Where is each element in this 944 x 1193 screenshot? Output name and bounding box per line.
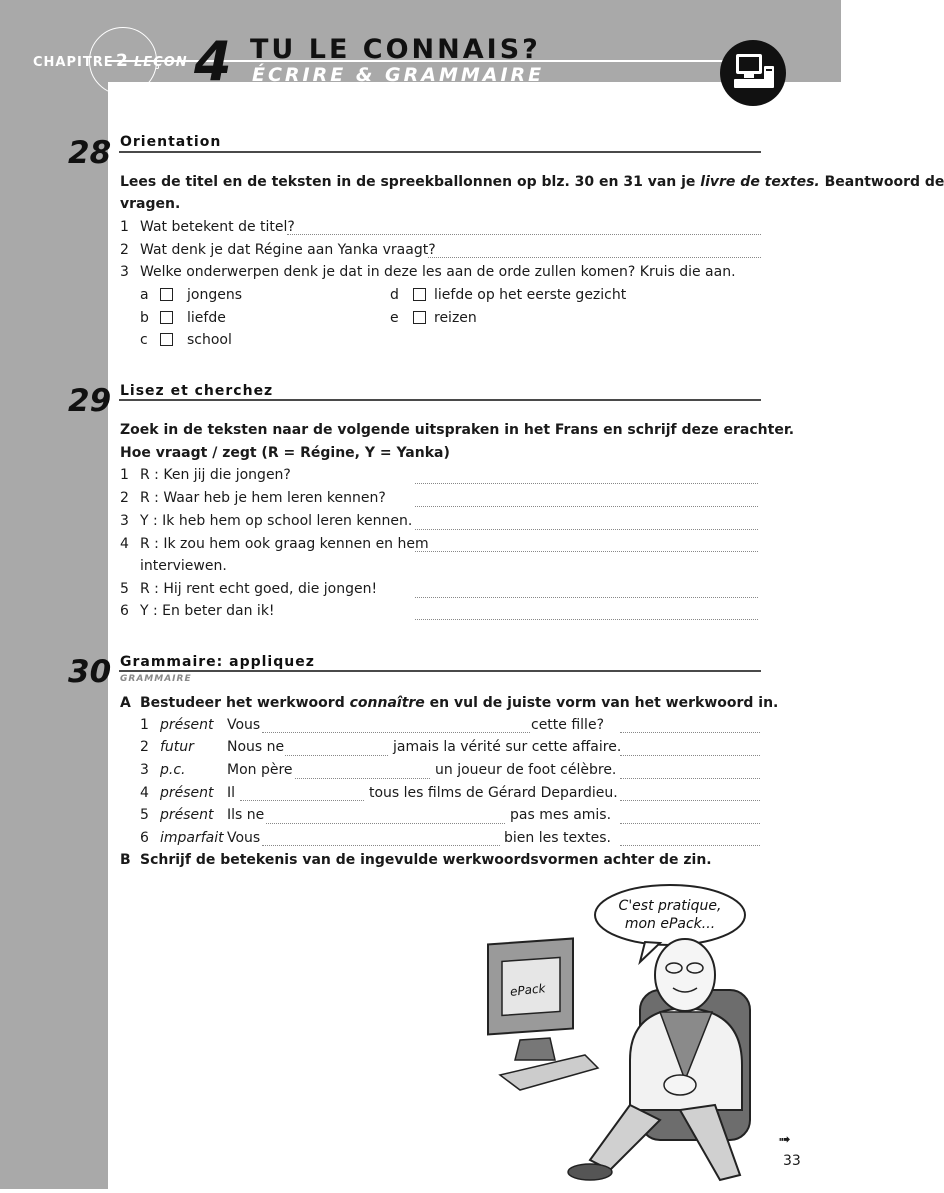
checkbox[interactable]	[160, 333, 173, 346]
meaning-line[interactable]	[620, 778, 760, 779]
chapitre-label: CHAPITRE	[33, 55, 114, 70]
chapitre-number: 2	[116, 51, 129, 71]
option-letter: a	[140, 287, 149, 303]
option-letter: c	[140, 332, 148, 348]
option-letter: d	[390, 287, 399, 303]
fill-in-blank[interactable]	[266, 823, 505, 824]
meaning-line[interactable]	[620, 845, 760, 846]
sentence-start: Vous	[227, 830, 261, 846]
option-letter: e	[390, 310, 399, 326]
option-label: school	[187, 332, 232, 348]
row-number: 2	[140, 739, 149, 755]
checkbox[interactable]	[160, 311, 173, 324]
fill-in-blank[interactable]	[295, 778, 430, 779]
checkbox[interactable]	[160, 288, 173, 301]
item-text-continued: interviewen.	[140, 558, 227, 574]
row-number: 5	[140, 807, 149, 823]
question-number: 1	[120, 219, 129, 235]
exercise-28-number: 28	[68, 135, 112, 171]
item-text: R : Ik zou hem ook graag kennen en hem	[140, 536, 429, 552]
checkbox[interactable]	[413, 288, 426, 301]
meaning-line[interactable]	[620, 800, 760, 801]
exercise-29-instruction: Zoek in de teksten naar de volgende uitspraken in het Frans en schrijf deze erachter.	[120, 422, 795, 438]
item-text: R : Hij rent echt goed, die jongen!	[140, 581, 378, 597]
answer-line[interactable]	[415, 529, 758, 530]
answer-line[interactable]	[287, 234, 761, 235]
meaning-line[interactable]	[620, 755, 760, 756]
instruction-text-end: Beantwoord de	[824, 174, 944, 190]
left-sidebar-band	[0, 0, 108, 1189]
question-number: 3	[120, 264, 129, 280]
page-number: 33	[783, 1153, 801, 1169]
speech-line-1: C'est pratique,	[618, 898, 722, 914]
answer-line[interactable]	[415, 619, 758, 620]
instruction-text: Bestudeer het werkwoord	[140, 695, 345, 711]
exercise-30-title: Grammaire: appliquez	[120, 654, 315, 670]
exercise-29-rule	[119, 399, 761, 401]
computer-icon	[720, 40, 786, 106]
exercise-29-number: 29	[68, 383, 112, 419]
item-text: R : Waar heb je hem leren kennen?	[140, 490, 386, 506]
item-text: R : Ken jij die jongen?	[140, 467, 291, 483]
row-number: 3	[140, 762, 149, 778]
instruction-text: Lees de titel en de teksten in de spreekballonnen op blz. 30 en 31 van je	[120, 174, 696, 190]
sentence-start: Mon père	[227, 762, 293, 778]
cartoon-illustration	[480, 880, 780, 1189]
answer-line[interactable]	[415, 506, 758, 507]
item-number: 1	[120, 467, 129, 483]
monitor-screen-text: ePack	[509, 981, 547, 999]
speech-line-2: mon ePack...	[624, 916, 716, 932]
sentence-start: Nous ne	[227, 739, 285, 755]
question-text: Wat denk je dat Régine aan Yanka vraagt?	[140, 242, 436, 258]
tense-label: futur	[160, 739, 194, 755]
answer-line[interactable]	[415, 597, 758, 598]
sentence-start: Il	[227, 785, 236, 801]
answer-line[interactable]	[415, 483, 758, 484]
row-number: 1	[140, 717, 149, 733]
fill-in-blank[interactable]	[240, 800, 364, 801]
sentence-end: tous les films de Gérard Depardieu.	[369, 785, 618, 801]
part-a-instruction	[140, 694, 778, 712]
exercise-28-rule	[119, 151, 761, 153]
lecon-number: 4	[194, 30, 232, 93]
option-letter: b	[140, 310, 149, 326]
part-a-letter: A	[120, 695, 131, 711]
checkbox[interactable]	[413, 311, 426, 324]
meaning-line[interactable]	[620, 823, 760, 824]
item-text: Y : En beter dan ik!	[140, 603, 275, 619]
tense-label: présent	[160, 807, 214, 823]
option-label: liefde	[187, 310, 226, 326]
row-number: 6	[140, 830, 149, 846]
next-page-arrow-icon: ➟	[778, 1130, 791, 1148]
answer-line[interactable]	[415, 551, 758, 552]
sentence-end: bien les textes.	[504, 830, 611, 846]
item-number: 2	[120, 490, 129, 506]
fill-in-blank[interactable]	[262, 845, 500, 846]
tense-label: imparfait	[160, 830, 224, 846]
fill-in-blank[interactable]	[262, 732, 530, 733]
item-number: 6	[120, 603, 129, 619]
sentence-end: cette fille?	[531, 717, 604, 733]
answer-line[interactable]	[428, 257, 761, 258]
item-number: 3	[120, 513, 129, 529]
question-text: Welke onderwerpen denk je dat in deze les aan de orde zullen komen? Kruis die aan.	[140, 264, 736, 280]
exercise-30-number: 30	[68, 654, 112, 690]
instruction-text-end: en vul de juiste vorm van het werkwoord in.	[429, 695, 779, 711]
tense-label: p.c.	[160, 762, 186, 778]
option-label: liefde op het eerste gezicht	[434, 287, 627, 303]
question-number: 2	[120, 242, 129, 258]
page-title: TU LE CONNAIS?	[250, 34, 541, 65]
tense-label: présent	[160, 785, 214, 801]
item-number: 5	[120, 581, 129, 597]
instruction-italic: livre de textes.	[700, 174, 820, 190]
question-text: Wat betekent de titel?	[140, 219, 295, 235]
grammaire-tag: GRAMMAIRE	[120, 674, 192, 684]
exercise-29-title: Lisez et cherchez	[120, 383, 274, 399]
sentence-end: jamais la vérité sur cette affaire.	[393, 739, 622, 755]
exercise-29-subinstruction: Hoe vraagt / zegt (R = Régine, Y = Yanka)	[120, 445, 450, 461]
tense-label: présent	[160, 717, 214, 733]
page-subtitle: ÉCRIRE & GRAMMAIRE	[252, 64, 545, 86]
lecon-label: LEÇON	[134, 55, 188, 70]
instruction-italic: connaître	[349, 695, 425, 711]
fill-in-blank[interactable]	[285, 755, 388, 756]
item-number: 4	[120, 536, 129, 552]
sentence-start: Vous	[227, 717, 261, 733]
part-b-instruction: Schrijf de betekenis van de ingevulde werkwoordsvormen achter de zin.	[140, 852, 712, 868]
sentence-start: Ils ne	[227, 807, 265, 823]
option-label: reizen	[434, 310, 477, 326]
sentence-end: pas mes amis.	[510, 807, 612, 823]
exercise-30-rule	[119, 670, 761, 672]
option-label: jongens	[187, 287, 242, 303]
part-b-letter: B	[120, 852, 131, 868]
sentence-end: un joueur de foot célèbre.	[435, 762, 617, 778]
exercise-28-instruction-line2: vragen.	[120, 196, 181, 212]
exercise-28-instruction	[120, 173, 944, 191]
exercise-28-title: Orientation	[120, 134, 222, 150]
speech-bubble-text	[605, 897, 735, 933]
item-text: Y : Ik heb hem op school leren kennen.	[140, 513, 413, 529]
row-number: 4	[140, 785, 149, 801]
meaning-line[interactable]	[620, 732, 760, 733]
